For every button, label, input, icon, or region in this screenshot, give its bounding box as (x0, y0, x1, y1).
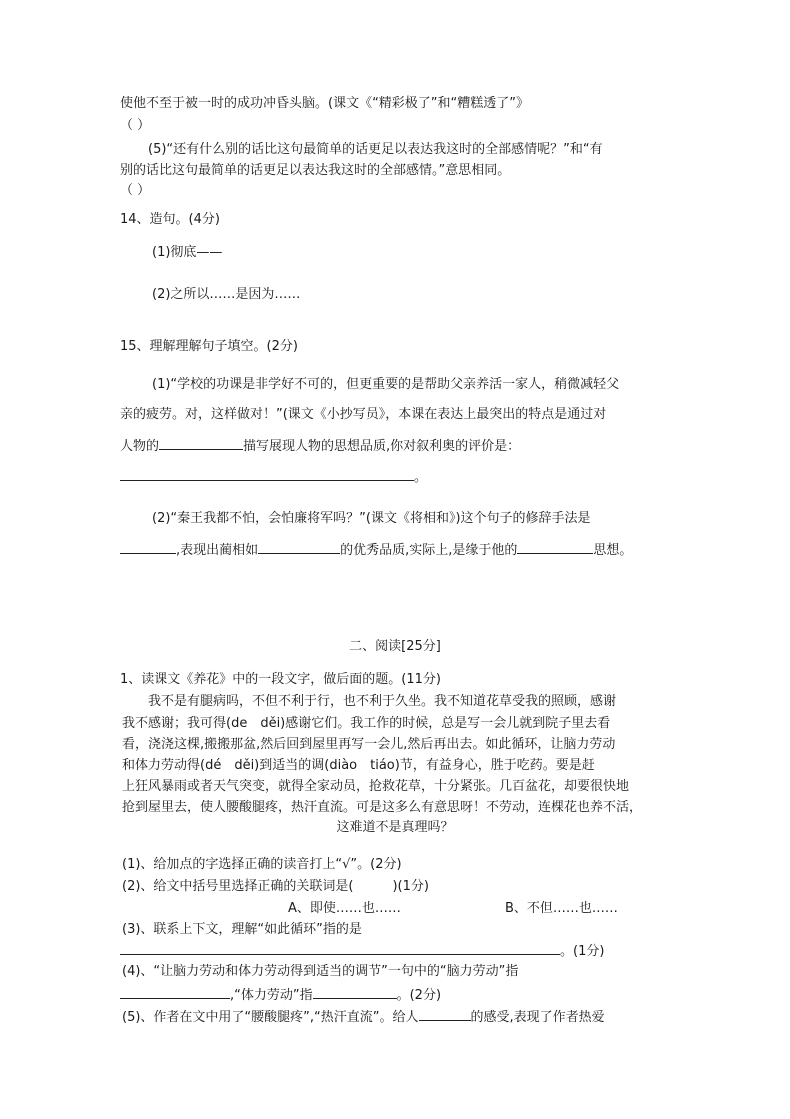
text-segment: 的优秀品质,实际上,是缘于他的 (340, 543, 518, 558)
answer-parentheses: （ ） (120, 183, 151, 198)
text-segment: 。(1分) (560, 944, 605, 959)
answer-blank (120, 942, 560, 955)
text-segment: 人物的 (120, 439, 160, 454)
text-segment: 的感受,表现了作者热爱 (470, 1010, 605, 1025)
passage-line: 上狂风暴雨或者天气突变，就得全家动员，抢救花草，十分紧张。几百盆花，却要很快地 (122, 779, 630, 794)
answer-blank (419, 1008, 471, 1021)
text-segment: (5)、作者在文中用了“腰酸腿疼”,“热汗直流”。给人 (122, 1010, 419, 1025)
text-line: (2)之所以……是因为…… (152, 287, 301, 302)
passage-line: 我不是有腿病吗，不但不利于行，也不利于久坐。我不知道花草受我的照顾，感谢 (148, 694, 617, 709)
fill-in-line (120, 942, 604, 960)
fill-in-line (120, 541, 632, 559)
passage-line: 抢到屋里去，使人腰酸腿疼，热汗直流。可是这多么有意思呀！不劳动，连棵花也养不活， (122, 800, 643, 815)
question-heading: 1、读课文《养花》中的一段文字，做后面的题。(11分) (120, 672, 441, 687)
answer-blank (159, 437, 243, 450)
question-item: (3)、联系上下文，理解“如此循环”指的是 (122, 922, 362, 937)
question-item: (4)、“让脑力劳动和体力劳动得到适当的调节”一句中的“脑力劳动”指 (122, 964, 519, 979)
text-line: (2)“秦王我都不怕，会怕廉将军吗？”(课文《将相和》)这个句子的修辞手法是 (152, 511, 591, 526)
text-segment: 。(2分) (396, 988, 442, 1003)
text-segment: ,“体力劳动”指 (230, 988, 313, 1003)
text-segment: ,表现出蔺相如 (176, 543, 259, 558)
fill-in-line (122, 1008, 605, 1026)
question-heading: 14、造句。(4分) (120, 212, 220, 227)
text-line: 别的话比这句最简单的话更足以表达我这时的全部感情。”意思相同。 (120, 163, 511, 178)
fill-in-line (120, 986, 441, 1004)
fill-in-line (120, 468, 427, 486)
passage-line: 和体力劳动得(dé děi)到适当的调(diào tiáo)节，有益身心，胜于吃药。要是赶 (122, 758, 595, 773)
fill-in-line (120, 437, 520, 455)
answer-blank (120, 541, 176, 554)
option-b: B、不但……也…… (505, 901, 618, 916)
answer-blank (120, 986, 230, 999)
text-line: (1)彻底—— (152, 245, 223, 260)
text-line: (5)“还有什么别的话比这句最简单的话更足以表达我这时的全部感情呢？”和“有 (148, 142, 603, 157)
text-line: (1)“学校的功课是非学好不可的，但更重要的是帮助父亲养活一家人，稍微减轻父 (152, 377, 620, 392)
passage-line: 看，浇浇这棵,搬搬那盆,然后回到屋里再写一会儿,然后再出去。如此循环，让脑力劳动 (122, 737, 616, 752)
answer-parentheses: （ ） (120, 118, 151, 133)
answer-blank (258, 541, 340, 554)
text-segment: 思想。 (593, 543, 633, 558)
question-heading: 15、理解理解句子填空。(2分) (120, 339, 298, 354)
passage-line: 我不感谢；我可得(de děi)感谢它们。我工作的时候，总是写一会儿就到院子里去看 (122, 716, 611, 731)
answer-blank (313, 986, 397, 999)
answer-blank (120, 468, 414, 481)
question-item: (1)、给加点的字选择正确的读音打上“√”。(2分) (122, 857, 402, 872)
text-segment: 描写展现人物的思想品质,你对叙利奥的评价是： (243, 439, 521, 454)
text-line: 使他不至于被一时的成功冲昏头脑。(课文《“精彩极了”和“糟糕透了”》 (120, 96, 530, 111)
answer-blank (517, 541, 593, 554)
passage-line: 这难道不是真理吗？ (336, 820, 454, 835)
text-line: 亲的疲劳。对，这样做对！”(课文《小抄写员》，本课在表达上最突出的特点是通过对 (120, 407, 607, 422)
section-title: 二、阅读[25分] (349, 639, 441, 654)
question-item: (2)、给文中括号里选择正确的关联词是( )(1分) (122, 879, 429, 894)
option-a: A、即使……也…… (288, 901, 401, 916)
text-segment: 。 (414, 470, 428, 485)
